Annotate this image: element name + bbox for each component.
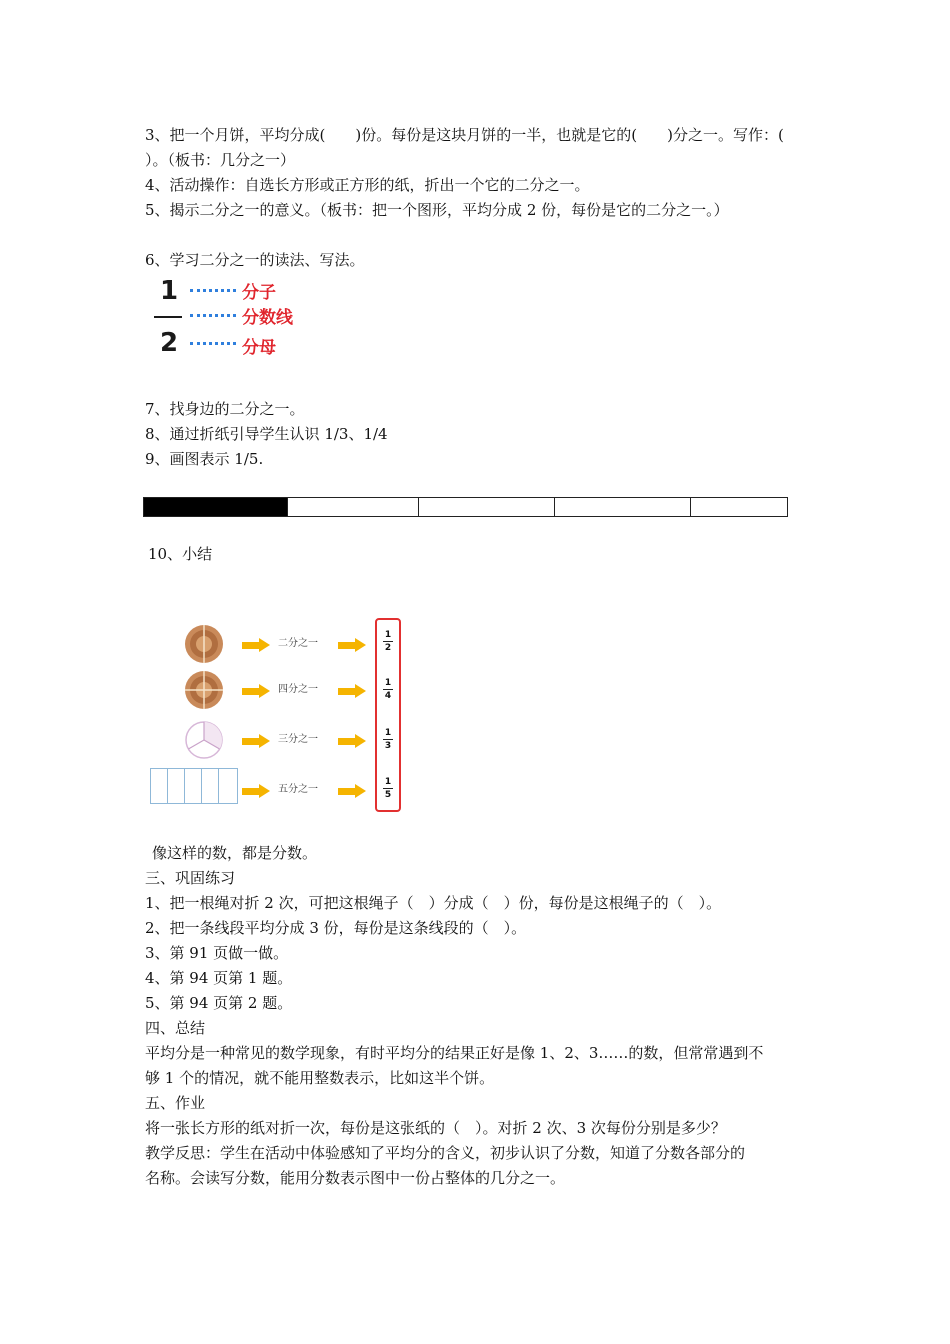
text-line-summary: 像这样的数，都是分数。 (152, 844, 318, 862)
summary-row-fifth (148, 764, 378, 810)
fraction-column-box (375, 618, 401, 812)
arrow-icon (242, 640, 270, 650)
fraction-denominator: 2 (160, 328, 179, 358)
summary-label: 三分之一 (278, 734, 318, 745)
dotted-leader-denominator (190, 342, 236, 345)
practice-item-3: 3、第 91 页做一做。 (145, 944, 289, 962)
reflection-text-1: 教学反思：学生在活动中体验感知了平均分的含义，初步认识了分数，知道了分数各部分的 (145, 1144, 746, 1162)
summary-row-half (148, 618, 378, 664)
section-heading-homework: 五、作业 (145, 1094, 206, 1112)
label-fraction-bar: 分数线 (242, 308, 293, 328)
text-line-8: 8、通过折纸引导学生认识 1/3、1/4 (145, 425, 388, 443)
fraction-parts-diagram (150, 278, 320, 362)
section-heading-practice: 三、巩固练习 (145, 869, 236, 887)
practice-item-1: 1、把一根绳对折 2 次，可把这根绳子（ ）分成（ ）份，每份是这根绳子的（ ）。 (145, 894, 722, 912)
mini-fraction-half: 1 2 (384, 630, 392, 653)
text-line-5: 5、揭示二分之一的意义。（板书：把一个图形，平均分成 2 份，每份是它的二分之一。） (145, 201, 729, 219)
fifths-bar (143, 497, 788, 517)
arrow-icon (242, 686, 270, 696)
mooncake-icon (184, 670, 224, 710)
summary-text-2: 够 1 个的情况，就不能用整数表示，比如这半个饼。 (145, 1069, 495, 1087)
arrow-icon (338, 786, 366, 796)
circle-thirds-icon (184, 720, 224, 760)
section-heading-summary: 四、总结 (145, 1019, 206, 1037)
fifths-bar-cell (554, 497, 691, 517)
dotted-leader-bar (190, 314, 236, 317)
homework-text: 将一张长方形的纸对折一次，每份是这张纸的（ ）。对折 2 次、3 次每份分别是多少？ (145, 1119, 726, 1137)
text-line-3a: 3、把一个月饼，平均分成( )份。每份是这块月饼的一半，也就是它的( )分之一。写作：( (145, 126, 784, 144)
mooncake-icon (184, 624, 224, 664)
arrow-icon (338, 736, 366, 746)
summary-label: 五分之一 (278, 784, 318, 795)
mini-fraction-quarter: 1 4 (384, 678, 392, 701)
summary-row-quarter (148, 664, 378, 710)
dotted-leader-numerator (190, 289, 236, 292)
arrow-icon (338, 686, 366, 696)
summary-text-1: 平均分是一种常见的数学现象，有时平均分的结果正好是像 1、2、3……的数，但常常遇到不 (145, 1044, 764, 1062)
arrow-icon (338, 640, 366, 650)
mini-fraction-fifth: 1 5 (384, 777, 392, 800)
summary-label: 二分之一 (278, 638, 318, 649)
text-line-9: 9、画图表示 1/5. (145, 450, 264, 468)
arrow-icon (242, 736, 270, 746)
fifths-bar-cell (690, 497, 788, 517)
fraction-numerator: 1 (160, 276, 179, 306)
practice-item-5: 5、第 94 页第 2 题。 (145, 994, 293, 1012)
summary-label: 四分之一 (278, 684, 318, 695)
summary-row-third (148, 714, 378, 760)
reflection-text-2: 名称。会读写分数，能用分数表示图中一份占整体的几分之一。 (145, 1169, 566, 1187)
fifths-bar-cell (418, 497, 555, 517)
rectangle-fifths-icon (150, 768, 238, 804)
text-line-4: 4、活动操作：自选长方形或正方形的纸，折出一个它的二分之一。 (145, 176, 590, 194)
practice-item-2: 2、把一条线段平均分成 3 份，每份是这条线段的（ ）。 (145, 919, 527, 937)
text-line-10: 10、小结 (148, 545, 213, 563)
mini-fraction-third: 1 3 (384, 728, 392, 751)
fifths-bar-shaded-cell (143, 497, 288, 517)
text-line-3b: ）。（板书：几分之一） (145, 151, 296, 169)
fifths-bar-cell (287, 497, 419, 517)
label-numerator: 分子 (242, 283, 276, 303)
fraction-bar (154, 316, 182, 318)
practice-item-4: 4、第 94 页第 1 题。 (145, 969, 293, 987)
arrow-icon (242, 786, 270, 796)
text-line-6: 6、学习二分之一的读法、写法。 (145, 251, 365, 269)
label-denominator: 分母 (242, 338, 276, 358)
summary-diagram (148, 614, 408, 814)
text-line-7: 7、找身边的二分之一。 (145, 400, 305, 418)
